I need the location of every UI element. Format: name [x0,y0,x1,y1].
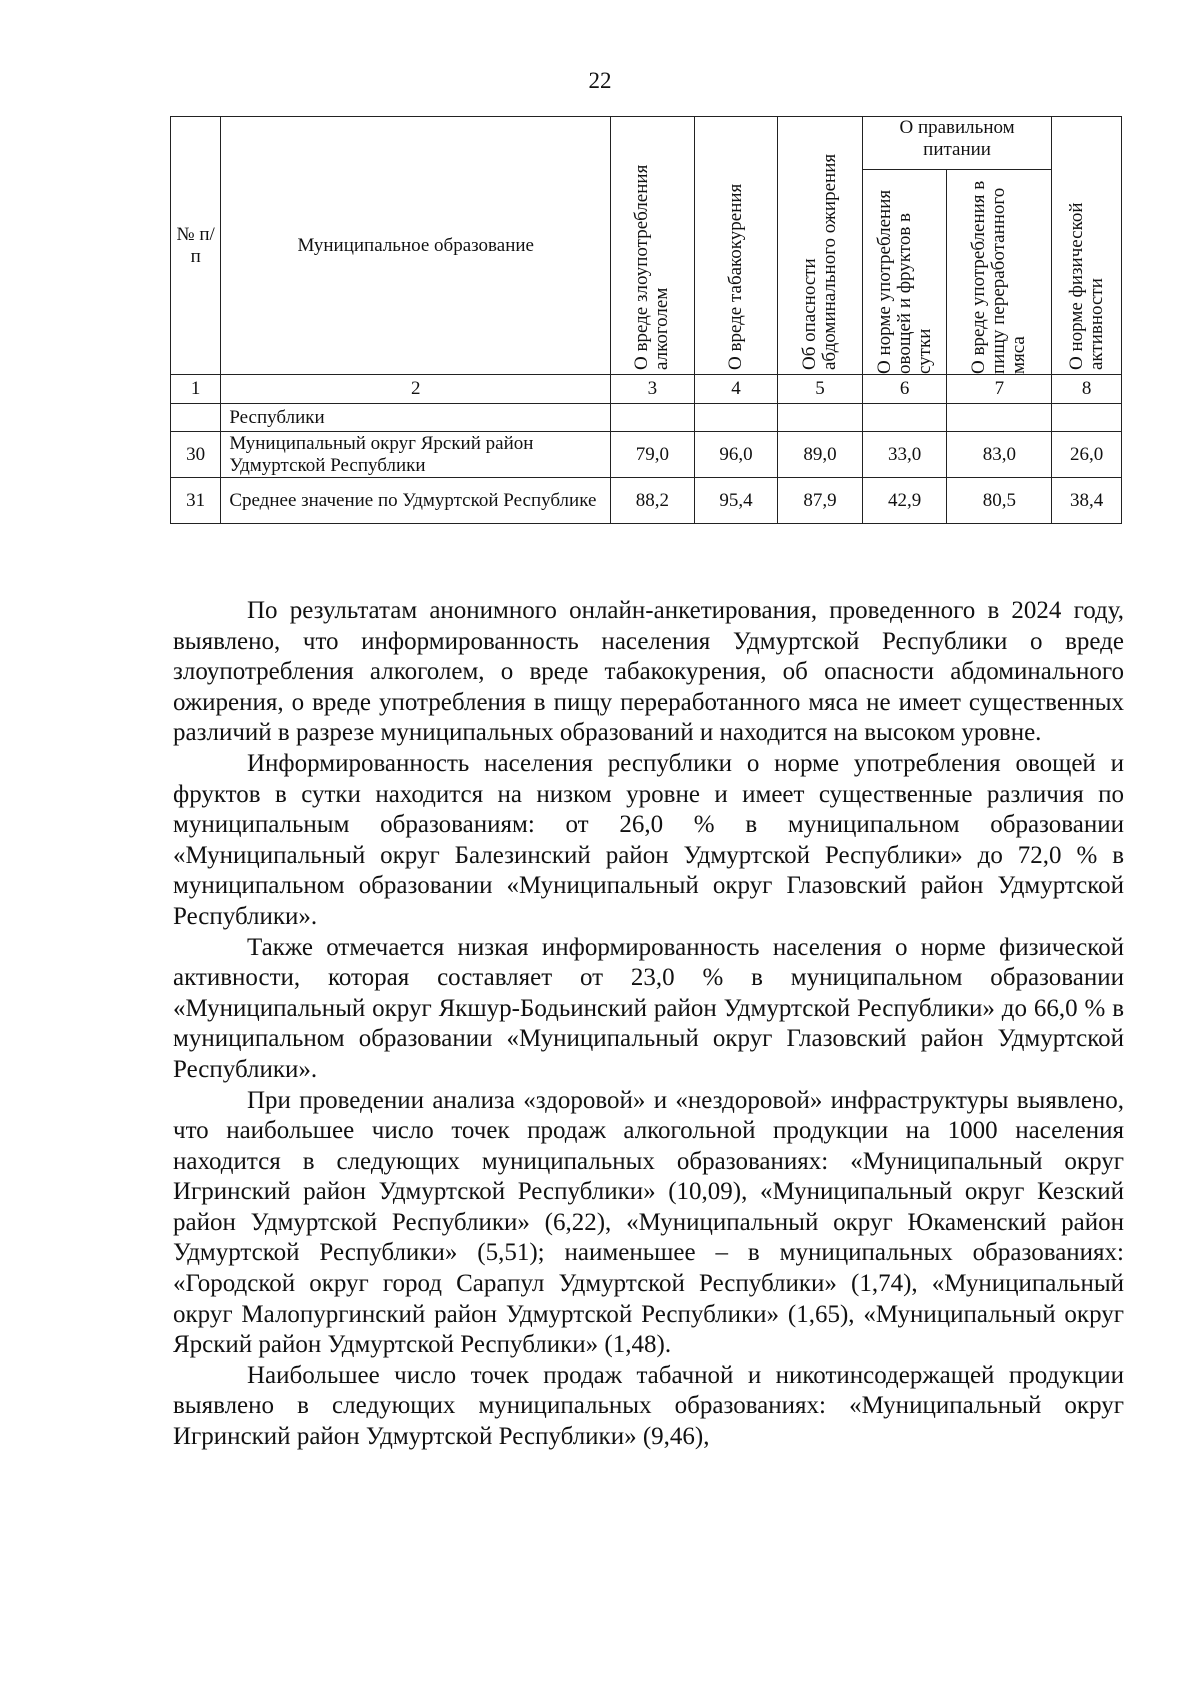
header-obesity: Об опасности абдоминального ожирения [778,117,863,375]
continuation-text: Республики [221,404,611,432]
table-row-continuation [171,404,1122,432]
header-alcohol: О вреде злоупотребления алкоголем [611,117,695,375]
page-number: 22 [588,68,612,93]
table-header-row [171,117,1122,170]
header-num: № п/п [171,117,221,375]
table-row: 31 Среднее значение по Удмуртской Республике 88,2 95,4 87,9 42,9 80,5 38,4 [171,478,1122,524]
header-tobacco: О вреде табакокурения [694,117,778,375]
paragraph: Информированность населения республики о норме употребления овощей и фруктов в сутки находится на низком уровне и имеет существенные различия по муниципальным образованиям: от 26,0 % в муниципальном образовании «Муниципальный округ Балезинский район Удмуртской Республики» до 72,0 % в муниципальном образовании «Муниципальный округ Глазовский район Удмуртской Республики». [173,749,1124,930]
paragraph: При проведении анализа «здоровой» и «нездоровой» инфраструктуры выявлено, что наибольшее число точек продаж алкогольной продукции на 1000 населения находится в следующих муниципальных образованиях: «Муниципальный округ Игринский район Удмуртской Республики» (10,09), «Муниципальный округ Кезский район Удмуртской Республики» (6,22), «Муниципальный округ Юкаменский район Удмуртской Республики» (5,51); наименьшее – в муниципальных образованиях: «Городской округ город Сарапул Удмуртской Республики» (1,74), «Муниципальный округ Малопургинский район Удмуртской Республики» (1,65), «Муниципальный округ Ярский район Удмуртской Республики» (1,48). [173,1086,1124,1359]
table-row: 30 Муниципальный округ Ярский район Удмуртской Республики 79,0 96,0 89,0 33,0 83,0 26,0 [171,432,1122,478]
body-text [173,596,1124,1453]
header-physical-activity: О норме физической активности [1052,117,1122,375]
header-municipality: Муниципальное образование [221,117,611,375]
paragraph: Наибольшее число точек продаж табачной и никотинсодержащей продукции выявлено в следующих муниципальных образованиях: «Муниципальный округ Игринский район Удмуртской Республики» (9,46), [173,1361,1124,1451]
table-index-row: 1 2 3 4 5 6 7 8 [171,375,1122,404]
header-nutrition-group: О правильном питании [862,117,1052,170]
survey-table [170,116,1122,524]
paragraph: По результатам анонимного онлайн-анкетирования, проведенного в 2024 году, выявлено, что информированность населения Удмуртской Республики о вреде злоупотребления алкоголем, о вреде табакокурения, об опасности абдоминального ожирения, о вреде употребления в пищу переработанного мяса не имеет существенных различий в разрезе муниципальных образований и находится на высоком уровне. [173,597,1124,747]
header-vegetables: О норме употребления овощей и фруктов в сутки [862,170,947,375]
header-processed-meat: О вреде употребления в пищу переработанного мяса [947,170,1052,375]
paragraph: Также отмечается низкая информированность населения о норме физической активности, которая составляет от 23,0 % в муниципальном образовании «Муниципальный округ Якшур-Бодьинский район Удмуртской Республики» до 66,0 % в муниципальном образовании «Муниципальный округ Глазовский район Удмуртской Республики». [173,933,1124,1083]
